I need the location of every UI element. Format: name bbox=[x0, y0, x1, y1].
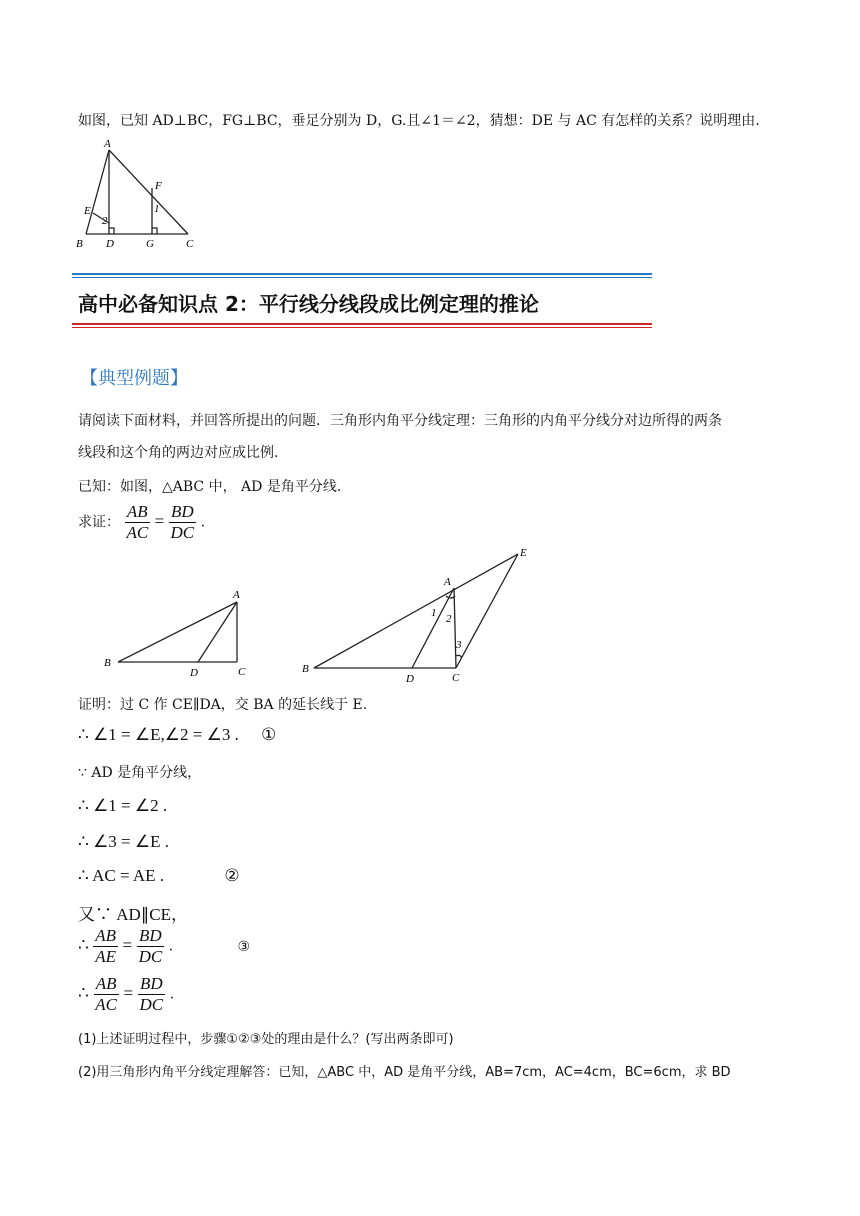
proof-step-3: ∴ ∠1 = ∠2 . bbox=[78, 796, 168, 815]
frac-den: DC bbox=[170, 523, 195, 542]
fig3-label-d: D bbox=[406, 673, 414, 685]
proof-step-1 bbox=[78, 725, 276, 745]
step7-fraction-left bbox=[93, 926, 118, 967]
problem-intro: 如图，已知 AD⊥BC，FG⊥BC，垂足分别为 D，G.且∠1＝∠2，猜想：DE 与 AC 有怎样的关系？说明理由. bbox=[78, 113, 760, 129]
prove-label: 求证： bbox=[78, 514, 120, 531]
figure-3 bbox=[300, 544, 540, 686]
frac-den: AE bbox=[95, 947, 117, 966]
fig2-label-d: D bbox=[190, 667, 198, 679]
fig2-label-b: B bbox=[104, 657, 111, 669]
fig3-label-e: E bbox=[520, 547, 527, 559]
fig2-label-c: C bbox=[238, 666, 246, 678]
step7-fraction-right bbox=[137, 926, 165, 967]
fig1-label-2: 2 bbox=[102, 215, 108, 227]
fig3-label-a: A bbox=[444, 576, 451, 588]
step-text: ∴ AC = AE . bbox=[78, 866, 165, 885]
proof-step-8: ∴ $\frac{AB}{AC}$ = $\frac{BD}{DC}$ . bbox=[78, 974, 175, 1014]
step8-fraction-right bbox=[138, 974, 166, 1015]
frac-num: BD bbox=[139, 974, 163, 993]
frac-den: DC bbox=[138, 947, 163, 966]
step-text: ∴ ∠1 = ∠E,∠2 = ∠3 . bbox=[78, 725, 239, 744]
frac-num: AB bbox=[95, 974, 117, 993]
fig3-label-2: 2 bbox=[446, 613, 452, 625]
prove-fraction-right bbox=[168, 502, 196, 543]
proof-step-6: 又∵ AD∥CE， bbox=[78, 905, 189, 924]
section-title: 高中必备知识点 2：平行线分线段成比例定理的推论 bbox=[78, 292, 539, 316]
fig1-label-c: C bbox=[186, 238, 194, 250]
frac-den: AC bbox=[126, 523, 149, 542]
frac-num: BD bbox=[139, 926, 162, 945]
frac-den: AC bbox=[95, 995, 118, 1014]
proof-intro: 证明：过 C 作 CE∥DA，交 BA 的延长线于 E. bbox=[78, 697, 368, 713]
example-heading: 【典型例题】 bbox=[80, 368, 188, 389]
figure-1 bbox=[76, 136, 206, 250]
step-mark: ② bbox=[224, 866, 240, 885]
fig3-label-b: B bbox=[302, 663, 309, 675]
fig1-label-d: D bbox=[106, 238, 114, 250]
figure-2 bbox=[100, 584, 260, 684]
fig2-label-a: A bbox=[233, 589, 240, 601]
prove-statement: 求证： $\frac{AB}{AC}$ = $\frac{BD}{DC}$ . bbox=[78, 502, 206, 542]
step-mark: ① bbox=[261, 725, 277, 744]
fig1-label-g: G bbox=[146, 238, 154, 250]
frac-num: AB bbox=[126, 502, 148, 521]
prove-fraction-left bbox=[124, 502, 150, 543]
fig1-label-e: E bbox=[84, 205, 91, 217]
frac-den: DC bbox=[139, 995, 164, 1014]
question-1: (1)上述证明过程中，步骤①②③处的理由是什么？(写出两条即可) bbox=[78, 1032, 454, 1047]
title-rule-top-2 bbox=[72, 277, 652, 278]
proof-step-2: ∵ AD 是角平分线， bbox=[78, 765, 202, 781]
reading-paragraph-1: 请阅读下面材料，并回答所提出的问题．三角形内角平分线定理：三角形的内角平分线分对边所得的两条 bbox=[78, 413, 722, 429]
proof-step-5 bbox=[78, 866, 240, 886]
fig3-label-3: 3 bbox=[456, 639, 462, 651]
given-statement: 已知：如图，△ABC 中， AD 是角平分线. bbox=[78, 479, 342, 495]
fig3-label-c: C bbox=[452, 672, 460, 684]
frac-num: AB bbox=[95, 926, 117, 945]
proof-step-4: ∴ ∠3 = ∠E . bbox=[78, 832, 170, 851]
title-rule-bottom-2 bbox=[72, 327, 652, 328]
frac-num: BD bbox=[170, 502, 194, 521]
reading-paragraph-2: 线段和这个角的两边对应成比例. bbox=[78, 445, 279, 461]
title-rule-bottom bbox=[72, 323, 652, 325]
fig1-label-f: F bbox=[155, 180, 162, 192]
title-rule-top bbox=[72, 273, 652, 275]
fig1-label-1: 1 bbox=[154, 203, 160, 215]
proof-step-7: ∴ $\frac{AB}{AE}$ = $\frac{BD}{DC}$ . ③ bbox=[78, 926, 251, 966]
fig1-label-b: B bbox=[76, 238, 83, 250]
question-2: (2)用三角形内角平分线定理解答：已知，△ABC 中，AD 是角平分线，AB=7cm，AC=4cm，BC=6cm，求 BD bbox=[78, 1065, 731, 1080]
step-mark: ③ bbox=[237, 938, 251, 955]
fig1-label-a: A bbox=[104, 138, 111, 150]
step8-fraction-left bbox=[93, 974, 119, 1015]
fig3-label-1: 1 bbox=[431, 607, 437, 619]
